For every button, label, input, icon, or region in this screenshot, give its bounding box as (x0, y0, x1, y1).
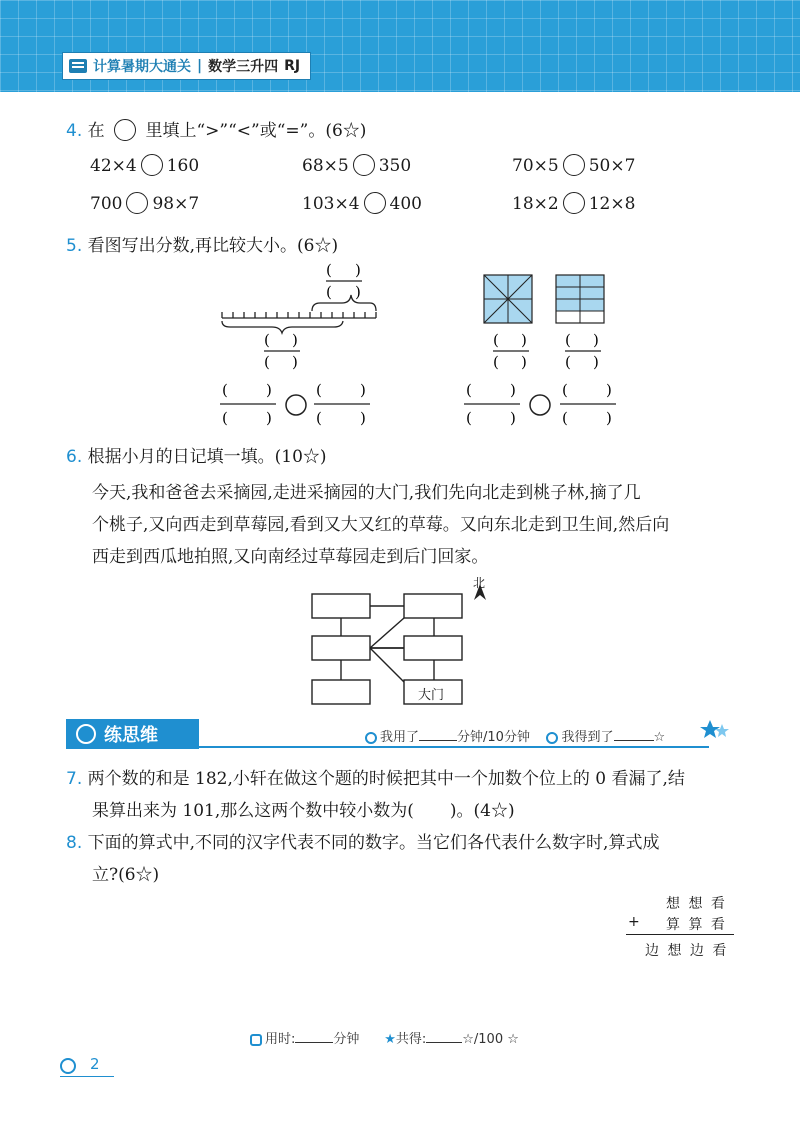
section-title: 练思维 (104, 725, 158, 746)
svg-text:(: ( (493, 353, 499, 371)
expr-right: 98×7 (152, 194, 200, 214)
brain-icon (76, 724, 96, 744)
q8-line-2: 立?(6☆) (92, 865, 160, 885)
answer-circle[interactable] (364, 192, 386, 214)
score-footer (250, 1028, 519, 1047)
q6-number: 6. (66, 447, 83, 467)
check-icon (546, 732, 558, 744)
svg-text:): ) (360, 409, 366, 427)
page-number: 2 (90, 1055, 100, 1073)
expr-left: 700 (90, 194, 123, 214)
q4-item-6 (512, 192, 635, 214)
q7-line-1 (66, 764, 685, 789)
expr-left: 42×4 (90, 156, 137, 176)
q4-text-a: 在 (87, 121, 105, 141)
map-box-3[interactable] (312, 636, 370, 660)
svg-text:(: ( (466, 381, 472, 399)
q7-number: 7. (66, 769, 83, 789)
banner-underline (199, 746, 709, 748)
q7-text-2b: )。(4☆) (449, 801, 515, 821)
q4-item-1 (90, 154, 199, 176)
star-filled-icon: ★ (384, 1032, 396, 1047)
series-title-box (62, 52, 311, 80)
score-unit: ☆/100 (462, 1032, 504, 1047)
got-blank[interactable] (614, 740, 654, 741)
svg-text:(: ( (562, 409, 568, 427)
q8-number: 8. (66, 833, 83, 853)
svg-text:(: ( (264, 331, 270, 349)
star-icon: ☆ (653, 730, 666, 745)
sum-line (626, 934, 734, 935)
q4-text-b: 里填上“>”“<”或“=”。(6☆) (145, 121, 367, 141)
svg-text:): ) (606, 381, 612, 399)
square-grid (556, 275, 604, 323)
diary-line-1: 今天,我和爸爸去采摘园,走进采摘园的大门,我们先向北走到桃子林,摘了几 (92, 483, 641, 503)
map-box-5[interactable] (312, 680, 370, 704)
square-eighths (484, 275, 532, 323)
answer-circle[interactable] (563, 154, 585, 176)
svg-text:): ) (521, 353, 527, 371)
svg-text:): ) (510, 381, 516, 399)
fraction-blank-below-line[interactable] (264, 331, 300, 371)
expr-left: 70×5 (512, 156, 559, 176)
expr-left: 103×4 (302, 194, 360, 214)
page-number-line (60, 1076, 114, 1077)
svg-text:(: ( (264, 353, 270, 371)
time-unit: 分钟 (333, 1032, 360, 1047)
star-outline-icon: ☆ (507, 1032, 519, 1047)
expr-right: 350 (378, 156, 412, 176)
diary-line-2: 个桃子,又向西走到草莓园,看到又大又红的草莓。又向东北走到卫生间,然后向 (92, 515, 670, 535)
time-blank[interactable] (295, 1042, 333, 1043)
q7-line-2 (92, 796, 515, 821)
title-divider: | (197, 58, 203, 74)
answer-circle[interactable] (353, 154, 375, 176)
answer-circle[interactable] (126, 192, 148, 214)
sun-icon (60, 1058, 76, 1074)
map-box-1[interactable] (312, 594, 370, 618)
map-box-4[interactable] (404, 636, 462, 660)
compare-row-left[interactable] (220, 381, 370, 427)
q4-number: 4. (66, 121, 83, 141)
series-name: 计算暑期大通关 (93, 59, 191, 75)
svg-text:): ) (292, 331, 298, 349)
q6-prompt (66, 442, 327, 467)
plus-sign: + (628, 914, 640, 930)
svg-text:(: ( (316, 381, 322, 399)
score-blank[interactable] (426, 1042, 462, 1043)
q5-text: 看图写出分数,再比较大小。(6☆) (87, 236, 339, 256)
book-icon (69, 59, 87, 73)
svg-text:): ) (593, 331, 599, 349)
svg-text:(: ( (316, 409, 322, 427)
q7-text-2a: 果算出来为 101,那么这两个数中较小数为( (92, 801, 414, 821)
svg-text:(: ( (493, 331, 499, 349)
used-unit: 分钟/10分钟 (457, 730, 530, 745)
answer-circle[interactable] (563, 192, 585, 214)
q8-line-1 (66, 828, 659, 853)
diary-line-3: 西走到西瓜地拍照,又向南经过草莓园走到后门回家。 (92, 547, 489, 567)
svg-text:): ) (266, 409, 272, 427)
north-label: 北 (473, 576, 486, 590)
fraction-blank-square-1[interactable] (493, 331, 529, 371)
time-label: 用时: (265, 1032, 296, 1047)
q4-prompt (66, 116, 366, 141)
fraction-blank-top[interactable] (326, 261, 362, 301)
expr-right: 400 (389, 194, 422, 214)
svg-text:(: ( (562, 381, 568, 399)
svg-text:(: ( (466, 409, 472, 427)
puzzle-row-2: 算 算 看 (666, 917, 727, 933)
puzzle-row-1: 想 想 看 (666, 896, 727, 912)
svg-text:(: ( (222, 409, 228, 427)
section-banner (66, 719, 199, 749)
q6-text: 根据小月的日记填一填。(10☆) (87, 447, 327, 467)
q7-text-1: 两个数的和是 182,小轩在做这个题的时候把其中一个加数个位上的 0 看漏了,结 (87, 769, 685, 789)
q5-prompt (66, 231, 338, 256)
svg-text:(: ( (222, 381, 228, 399)
banner-timer (365, 726, 665, 745)
svg-text:): ) (360, 381, 366, 399)
q4-item-2 (302, 154, 411, 176)
svg-text:(: ( (565, 331, 571, 349)
clock-icon (250, 1034, 262, 1046)
puzzle-row-3: 边 想 边 看 (645, 943, 729, 959)
q4-item-3 (512, 154, 635, 176)
subject-label: 数学三升四 (208, 59, 279, 75)
map-box-2[interactable] (404, 594, 462, 618)
stars-icon (700, 718, 730, 744)
svg-text:(: ( (326, 261, 332, 279)
q5-figures (0, 255, 800, 435)
answer-circle[interactable] (141, 154, 163, 176)
compare-circle[interactable] (114, 119, 136, 141)
gate-label: 大门 (418, 688, 445, 703)
svg-text:): ) (510, 409, 516, 427)
expr-right: 50×7 (588, 156, 636, 176)
expr-right: 12×8 (588, 194, 636, 214)
q4-item-4 (90, 192, 199, 214)
expr-left: 18×2 (512, 194, 559, 214)
svg-text:): ) (266, 381, 272, 399)
q8-text-1: 下面的算式中,不同的汉字代表不同的数字。当它们各代表什么数字时,算式成 (87, 833, 660, 853)
garden-map (0, 570, 800, 710)
q4-item-5 (302, 192, 422, 214)
edition-label: RJ (284, 58, 301, 74)
used-label: 我用了 (380, 730, 420, 745)
svg-text:): ) (521, 331, 527, 349)
expr-left: 68×5 (302, 156, 349, 176)
expr-right: 160 (166, 156, 200, 176)
number-line (222, 295, 376, 333)
fraction-blank-square-2[interactable] (565, 331, 601, 371)
score-label: 共得: (395, 1032, 427, 1047)
svg-text:): ) (355, 261, 361, 279)
svg-text:): ) (292, 353, 298, 371)
svg-text:): ) (606, 409, 612, 427)
q5-number: 5. (66, 236, 83, 256)
svg-text:): ) (593, 353, 599, 371)
svg-text:(: ( (565, 353, 571, 371)
used-blank[interactable] (419, 740, 457, 741)
drop-icon (365, 732, 377, 744)
compare-row-right[interactable] (464, 381, 616, 427)
svg-text:): ) (355, 283, 361, 301)
got-label: 我得到了 (561, 730, 614, 745)
svg-text:(: ( (326, 283, 332, 301)
